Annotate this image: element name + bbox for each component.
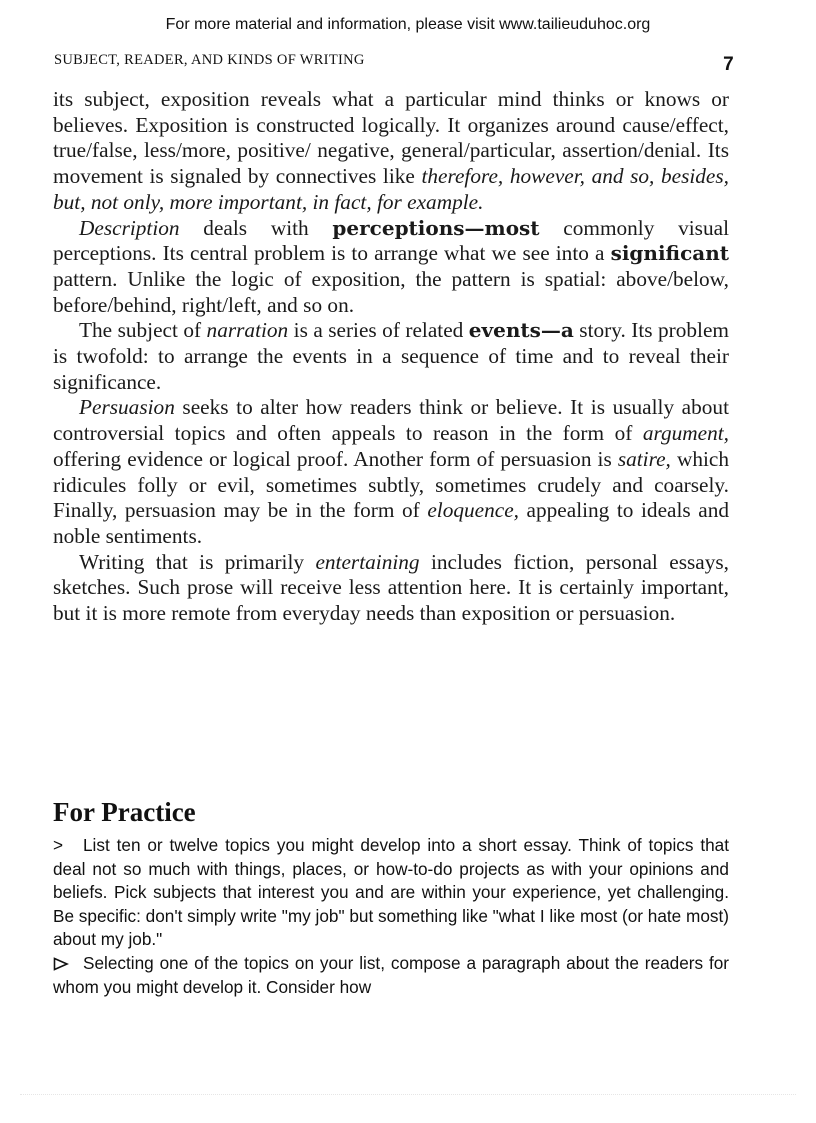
text-run: story. Its problem is twofold: to arrange the events in a sequence of time and to reveal their significance. [53,318,729,394]
practice-heading: For Practice [53,797,196,827]
italic-term: argument, [642,421,729,446]
text-run: commonly visual perceptions. Its central problem is to arrange what we see into a [53,215,729,266]
body-text [53,87,729,627]
paragraph-persuasion [53,395,729,549]
paragraph-narration [53,318,729,395]
bold-run: significant [610,241,729,266]
text-run: offering evidence or logical proof. Another form of persuasion is [53,446,618,471]
text-run: is a series of related [288,318,469,343]
paragraph-entertaining [53,550,729,627]
text-run: deals with [179,215,333,240]
list-marker: > [53,835,64,855]
practice-item-1 [53,834,729,952]
text-run: Writing that is primarily [79,549,316,574]
italic-term: eloquence, [427,498,519,523]
page-number: 7 [723,54,734,75]
paragraph-exposition [53,87,729,216]
website-banner: For more material and information, please visit www.tailieuduhoc.org [165,16,651,33]
italic-run: therefore, however, and so, besides, but, not only, more important, in fact, for example. [53,164,729,214]
practice-item-2 [53,952,729,999]
italic-term: entertaining [315,549,420,574]
practice-item-text: List ten or twelve topics you might develop into a short essay. Think of topics that deal not so much with things, places, or how-to-do projects as with your opinions and beliefs. Pick subjects that interest you and are within your experience, yet challenging. Be specific: don't simply write "my job" but something like "what I like most (or hate most) about my job." [53,835,729,950]
running-head-title: SUBJECT, READER, AND KINDS OF WRITING [54,52,365,68]
text-run: includes fiction, personal essays, sketches. Such prose will receive less attention here. It is certainly important, but it is more remote from everyday needs than exposition or persuasion. [53,549,730,626]
italic-term: Description [79,215,180,240]
text-run: seeks to alter how readers think or believe. It is usually about controversial topics and often appeals to reason in the form of [53,395,729,446]
practice-list [53,834,729,999]
text-run: The subject of [79,318,207,343]
text-run: pattern. Unlike the logic of exposition, the pattern is spatial: above/below, before/behind, right/left, and so on. [53,266,729,317]
italic-term: satire, [617,446,671,471]
text-run: which ridicules folly or evil, sometimes subtly, sometimes crudely and coarsely. Finally, persuasion may be in the form of [53,446,729,523]
italic-term: narration [206,318,289,343]
bold-run: events—a [468,318,574,343]
italic-term: Persuasion [79,395,175,420]
paragraph-description [53,216,729,319]
page-bottom-rule [20,1094,796,1096]
triangle-marker-icon [53,952,83,976]
text-run: appealing to ideals and noble sentiments. [53,498,729,548]
running-head [54,52,734,75]
bold-run: perceptions—most [332,215,540,240]
practice-item-text: Selecting one of the topics on your list, compose a paragraph about the readers for whom you might develop it. Consider how [53,952,729,997]
text-run: its subject, exposition reveals what a particular mind thinks or knows or believes. Exposition is constructed logically. It organizes around cause/effect, true/false, less/more, positive/ negative, general/particular, assertion/denial. Its movement is signaled by connectives like [53,87,729,189]
